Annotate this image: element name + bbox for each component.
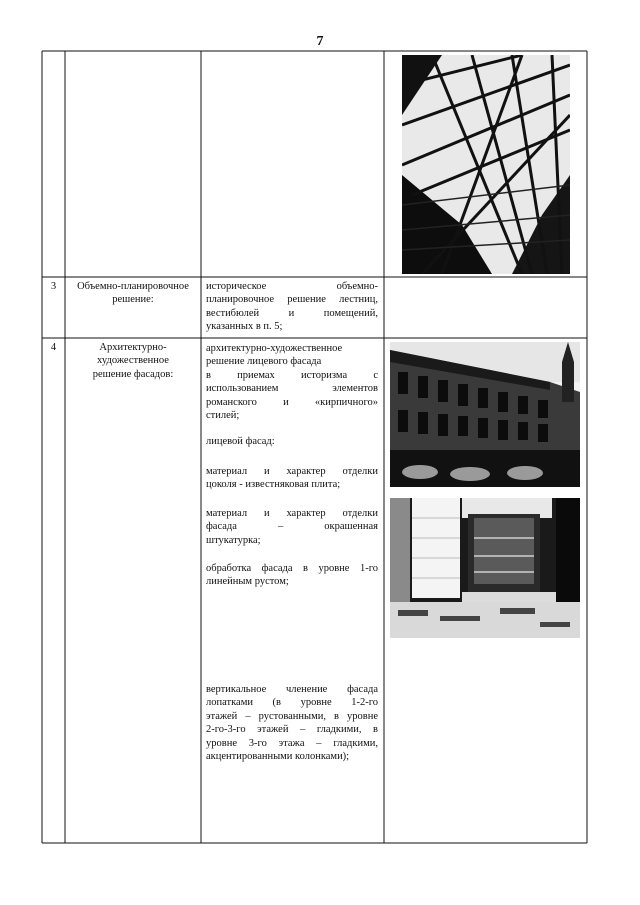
- description-line: романского и «кирпичного»: [206, 396, 378, 408]
- description-line: указанных в п. 5;: [206, 321, 283, 333]
- description-line: уровне 3-го этажа – гладкими,: [206, 737, 378, 749]
- element-name-line: Архитектурно-: [99, 342, 167, 353]
- description-line: использованием элементов: [206, 383, 378, 395]
- description-line: штукатурка;: [206, 534, 261, 546]
- description-line: материал и характер отделки: [206, 466, 378, 477]
- description-line: историческое объемно-: [206, 281, 378, 292]
- window-detail-photo: [390, 498, 580, 638]
- description-line: решение лицевого фасада: [206, 356, 322, 368]
- description-line: планировочное решение лестниц,: [206, 294, 378, 306]
- description-line: лопатками (в уровне 1-2-го: [206, 697, 378, 709]
- description-line: вертикальное членение фасада: [206, 684, 378, 695]
- stair-skylight-photo: [402, 55, 570, 274]
- description-block-pilasters: [206, 683, 378, 763]
- description-line: 2-го-3-го этажей – гладкими, в: [206, 724, 378, 736]
- description-block-facade-style: [206, 342, 378, 422]
- element-name-line: решение:: [112, 294, 154, 306]
- element-name: [68, 280, 198, 307]
- description-line: вестибюлей и помещений,: [206, 307, 378, 319]
- description-line: архитектурно-художественное: [206, 343, 343, 354]
- element-name-line: Объемно-планировочное: [77, 281, 189, 292]
- description-block-facade-finish: [206, 507, 378, 547]
- description-line: акцентированными колонками);: [206, 751, 350, 763]
- description-line: стилей;: [206, 410, 240, 422]
- description-line: материал и характер отделки: [206, 508, 378, 519]
- row-number: 3: [50, 281, 57, 292]
- description-line: в приемах историзма с: [206, 369, 378, 381]
- description-line: фасада – окрашенная: [206, 521, 378, 533]
- description-line: цоколя - известняковая плита;: [206, 479, 341, 491]
- element-name-line: решение фасадов:: [92, 368, 174, 380]
- description-line: обработка фасада в уровне 1-го: [206, 563, 378, 574]
- page-number: 7: [316, 34, 324, 49]
- row-number: 4: [50, 342, 57, 353]
- element-description: [206, 280, 378, 334]
- element-name-line: художественное: [97, 355, 169, 367]
- element-name: [68, 341, 198, 381]
- street-facade-photo: [390, 342, 580, 487]
- description-block-main-facade: [206, 435, 378, 448]
- description-line: лицевой фасад:: [206, 436, 275, 447]
- description-line: этажей – рустованными, в уровне: [206, 710, 378, 722]
- description-block-plinth: [206, 465, 378, 492]
- description-line: линейным рустом;: [206, 576, 289, 588]
- description-block-rustication: [206, 562, 378, 589]
